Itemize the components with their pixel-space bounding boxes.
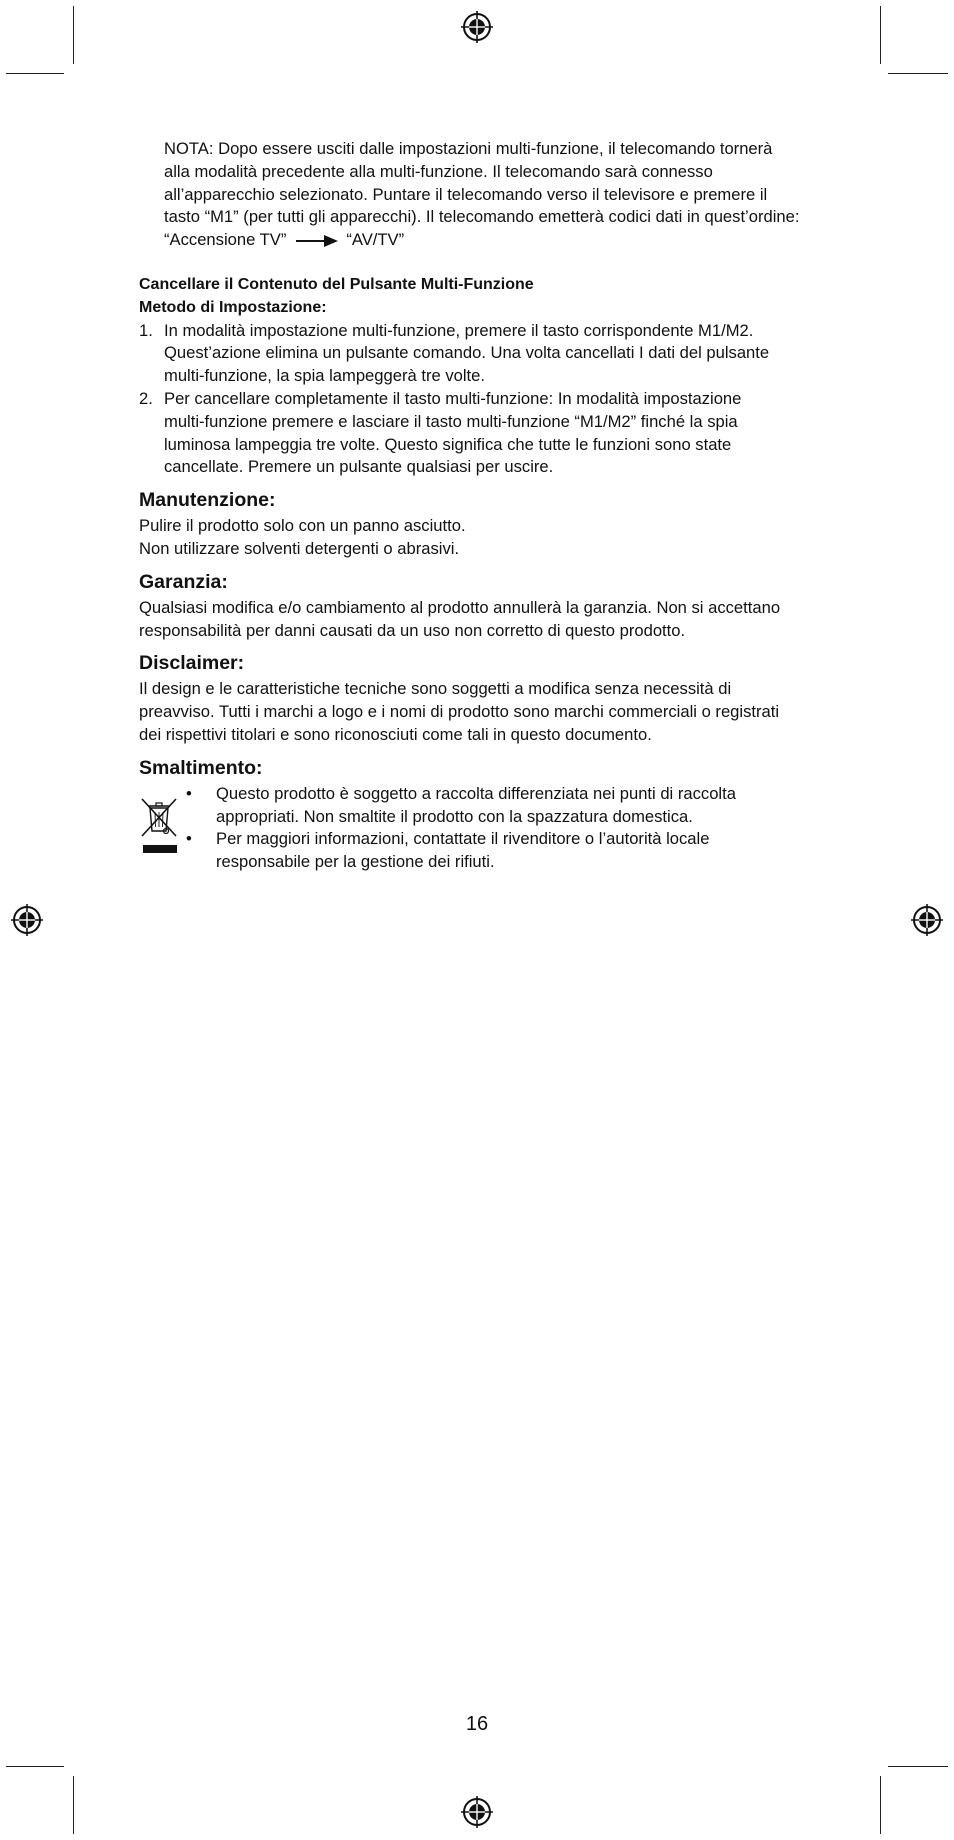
crop-mark [880,1776,881,1834]
arrow-right-icon [296,235,338,247]
crossed-out-wheelie-bin-icon [139,793,179,855]
note-block [164,138,824,252]
body-line: preavviso. Tutti i marchi a logo e i nomi di prodotto sono marchi commerciali o registrati [139,702,780,722]
bullet-line: appropriati. Non smaltite il prodotto con la spazzatura domestica. [216,806,693,826]
body-line: Qualsiasi modifica e/o cambiamento al prodotto annullerà la garanzia. Non si accettano [139,597,781,617]
step-line: cancellate. Premere un pulsante qualsiasi per uscire. [164,457,554,477]
step-line: Per cancellare completamente il tasto multi-funzione: In modalità impostazione [164,388,742,408]
step-line: multi-funzione, la spia lampeggerà tre volte. [164,366,485,386]
crop-mark [888,1766,948,1767]
bullet-line: Per maggiori informazioni, contattate il rivenditore o l’autorità locale [216,829,710,849]
list-item [139,388,819,479]
step-number: 1. [139,320,153,340]
step-line: Quest’azione elimina un pulsante comando. Una volta cancellati I dati del pulsante [164,343,770,363]
crop-mark [73,1776,74,1834]
list-item [139,320,819,388]
disposal-list [186,783,819,874]
crop-mark [888,73,948,74]
registration-mark-icon [910,903,944,937]
sequence-to: “AV/TV” [346,230,405,250]
crop-mark [6,73,64,74]
method-heading: Metodo di Impostazione: [139,298,327,316]
bullet: • [186,829,192,849]
section-heading: Cancellare il Contenuto del Pulsante Multi-Funzione [139,275,534,293]
code-sequence [164,229,824,252]
section-heading: Smaltimento: [139,756,263,779]
note-line: all’apparecchio selezionato. Puntare il telecomando verso il televisore e premere il [164,184,768,204]
body-line: Non utilizzare solventi detergenti o abrasivi. [139,538,460,558]
bullet-line: Questo prodotto è soggetto a raccolta differenziata nei punti di raccolta [216,783,736,803]
section-heading: Manutenzione: [139,489,276,512]
steps-list [139,320,819,480]
note-line: NOTA: Dopo essere usciti dalle impostazioni multi-funzione, il telecomando tornerà [164,139,773,158]
page-content [139,138,819,874]
section-heading: Disclaimer: [139,652,245,675]
note-line: alla modalità precedente alla multi-funzione. Il telecomando sarà connesso [164,161,713,181]
body-line: responsabilità per danni causati da un uso non corretto di questo prodotto. [139,620,686,640]
crop-mark [880,6,881,64]
registration-mark-icon [460,1795,494,1829]
disposal-block [139,783,819,874]
list-item [186,828,819,874]
step-line: luminosa lampeggia tre volte. Questo significa che tutte le funzioni sono state [164,434,732,454]
crop-mark [73,6,74,64]
sequence-from: “Accensione TV” [164,230,287,250]
step-line: In modalità impostazione multi-funzione, premere il tasto corrispondente M1/M2. [164,320,754,340]
body-line: Pulire il prodotto solo con un panno asciutto. [139,516,466,536]
list-item [186,783,819,829]
bullet-line: responsabile per la gestione dei rifiuti. [216,852,495,872]
step-number: 2. [139,388,153,408]
bullet: • [186,783,192,803]
note-line: tasto “M1” (per tutti gli apparecchi). Il telecomando emetterà codici dati in quest’ordine: [164,207,800,227]
registration-mark-icon [460,10,494,44]
registration-mark-icon [10,903,44,937]
body-line: Il design e le caratteristiche tecniche sono soggetti a modifica senza necessità di [139,679,732,699]
page-number: 16 [465,1713,489,1735]
section-heading: Garanzia: [139,570,228,593]
crop-mark [6,1766,64,1767]
body-line: dei rispettivi titolari e sono riconosciuti come tali in questo documento. [139,724,652,744]
step-line: multi-funzione premere e lasciare il tasto multi-funzione “M1/M2” finché la spia [164,411,738,431]
